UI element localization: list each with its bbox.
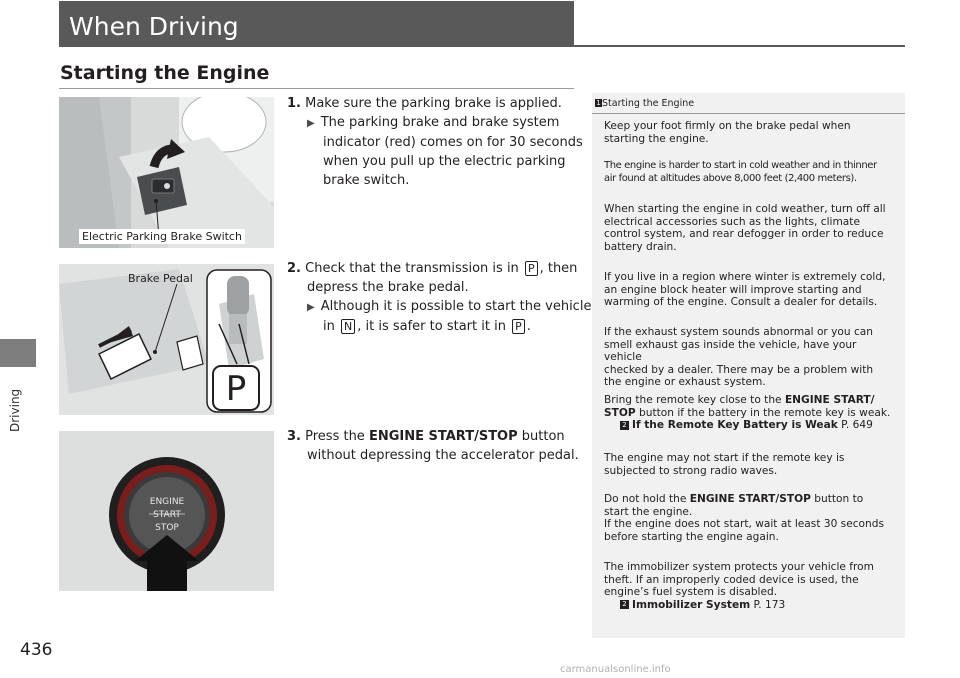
note-bold: STOP [604,406,636,419]
step-2-text-b: , then [539,261,578,276]
notes-heading: Starting the Engine [602,98,695,109]
button-text-start: START [153,510,181,520]
step-3-button-name: ENGINE START/STOP [368,429,518,444]
gear-p-indicator-2: P [512,319,525,334]
step-1 [287,94,583,190]
reference-marker-icon: 1 [596,99,601,107]
remote-key-battery-link[interactable] [604,419,896,432]
note-line: electrical accessories such as the lights, climate [604,215,860,228]
note-line: air found at altitudes above 8,000 feet (2,400 meters). [604,172,857,184]
step-1-text: Make sure the parking brake is applied. [305,96,562,111]
ref-title: Immobilizer System [632,598,751,611]
page-reference-icon: 2 [620,421,629,430]
gear-n-indicator: N [341,319,355,334]
note-line: The immobilizer system protects your vehicle from [604,561,874,573]
brake-switch-callout: Electric Parking Brake Switch [79,229,245,244]
step-3-line-2: without depressing the accelerator pedal. [307,448,579,463]
note-line: before starting the engine again. [604,530,779,543]
note-block-heater [604,271,896,309]
arrow-icon: ▶ [307,118,315,129]
step-1-sub-3: when you pull up the electric parking [323,154,566,169]
step-1-sub-2: indicator (red) comes on for 30 seconds [323,135,583,150]
notes-sidebar [592,93,905,638]
step-1-number: 1. [287,96,301,111]
step-2-sub-2c: . [526,319,531,334]
chapter-title: When Driving [69,12,239,41]
step-3-text-b: button [521,429,565,444]
note-line: starting the engine. [604,132,709,145]
note-line: The engine is harder to start in cold weather and in thinner [604,160,877,171]
brake-pedal-callout: Brake Pedal [128,272,193,285]
section-rule [59,88,574,89]
note-line: If the exhaust system sounds abnormal or you can [604,326,874,338]
step-3 [287,427,579,465]
page-reference-icon: 2 [620,600,629,609]
side-tab-label: Driving [8,388,22,432]
note-line: engine’s fuel system is disabled. [604,586,778,599]
section-title: Starting the Engine [60,62,270,84]
gear-p-letter: P [225,369,247,409]
engine-start-illustration [59,431,274,591]
button-text-engine: ENGINE [149,497,185,507]
brake-pedal-illustration [59,264,274,415]
page-number: 436 [20,640,53,660]
brake-switch-illustration [59,97,274,248]
step-2-line-2: depress the brake pedal. [307,280,469,295]
note-line: If the engine does not start, wait at least 30 seconds [604,518,884,531]
note-line: an engine block heater will improve starting and [604,283,862,296]
step-2-text-a: Check that the transmission is in [305,261,519,276]
note-cold-weather [604,160,896,185]
step-2-sub-2b: , it is safer to start it in [357,319,506,334]
step-1-sub-4: brake switch. [323,173,410,188]
arrow-icon: ▶ [307,302,315,313]
note-line: warming of the engine. Consult a dealer for details. [604,296,878,309]
step-2-sub-2a: in [323,319,335,334]
console-drawing [59,97,274,248]
note-line: checked by a dealer. There may be a problem with [604,363,874,376]
start-button-drawing [59,431,274,591]
ref-page: P. 649 [841,419,873,432]
note-line: smell exhaust gas inside the vehicle, have your vehicle [604,338,857,364]
note-text: button to [814,493,864,505]
note-text: Bring the remote key close to the [604,394,782,406]
note-exhaust [604,326,896,389]
header-rule [59,45,905,47]
note-radio-waves [604,452,896,477]
note-bold: ENGINE START/ [784,394,875,406]
step-2 [287,259,591,336]
ref-title: If the Remote Key Battery is Weak [632,419,838,432]
note-text: Do not hold the [604,493,687,505]
note-immobilizer [604,561,896,611]
immobilizer-system-link[interactable] [604,599,896,612]
note-line: control system, and rear defogger in order to reduce [604,228,884,241]
watermark: carmanualsonline.info [560,664,671,675]
note-line: If you live in a region where winter is extremely cold, [604,271,886,283]
note-line: battery drain. [604,240,677,253]
step-1-sub-1: The parking brake and brake system [320,115,560,130]
note-line: theft. If an improperly coded device is used, the [604,573,859,586]
note-electrical-accessories [604,203,896,253]
step-3-text-a: Press the [305,429,365,444]
note-line: Keep your foot firmly on the brake pedal when [604,120,851,132]
note-bold: ENGINE START/STOP [689,493,811,505]
note-line: When starting the engine in cold weather, turn off all [604,203,886,215]
button-text-stop: STOP [155,523,179,533]
note-line: start the engine. [604,505,693,518]
step-2-sub-1: Although it is possible to start the vehicle [320,299,592,314]
step-2-number: 2. [287,261,301,276]
note-brake-pedal [604,120,896,145]
ref-page: P. 173 [753,598,786,611]
note-text: button if the battery in the remote key is weak. [639,406,891,419]
note-line: The engine may not start if the remote key is [604,452,845,464]
step-3-number: 3. [287,429,301,444]
notes-heading-bar [592,93,905,114]
note-do-not-hold [604,493,896,543]
note-line: the engine or exhaust system. [604,376,766,389]
pedal-drawing [59,264,274,415]
gear-p-indicator: P [525,261,538,276]
side-tab-marker [0,339,36,367]
note-remote-key-battery [604,394,896,432]
note-line: subjected to strong radio waves. [604,464,778,477]
